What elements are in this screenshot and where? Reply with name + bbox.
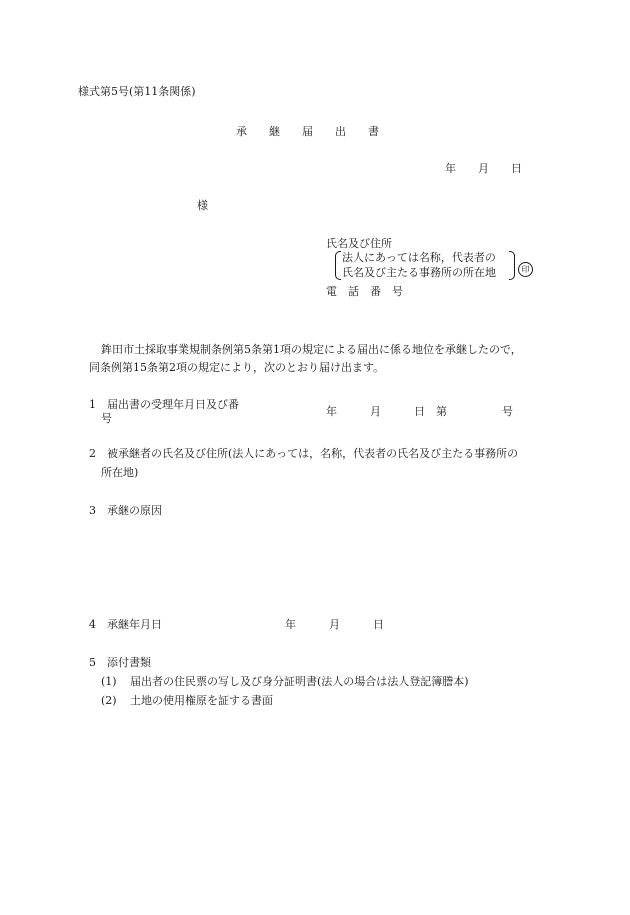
item-1-number: 1: [89, 398, 96, 411]
item-2-line-2: 所在地): [101, 466, 139, 479]
left-bracket: [335, 251, 341, 280]
addressee-suffix: 様: [197, 199, 208, 212]
form-number: 様式第5号(第11条関係): [78, 85, 196, 98]
item-5-sub-2-number: (2): [101, 694, 117, 707]
body-line-2: 同条例第15条第2項の規定により，次のとおり届け出ます。: [89, 361, 385, 374]
item-2-number: 2: [89, 447, 96, 460]
item-1-label-line-2: 号: [101, 412, 112, 425]
item-5-number: 5: [89, 656, 96, 669]
item-5-sub-1: 届出者の住民票の写し及び身分証明書(法人の場合は法人登記簿謄本): [130, 675, 469, 688]
date-line: 年 月 日: [445, 162, 522, 175]
applicant-name-address-label: 氏名及び住所: [326, 237, 392, 250]
phone-label: 電 話 番 号: [326, 285, 403, 298]
item-3-label: 承継の原因: [107, 504, 162, 517]
item-5-label: 添付書類: [107, 656, 151, 669]
item-2-line-1: 被承継者の氏名及び住所(法人にあっては，名称，代表者の氏名及び主たる事務所の: [107, 447, 519, 460]
corp-note-line-2: 氏名及び主たる事務所の所在地: [342, 266, 496, 279]
item-4-value: 年 月 日: [285, 618, 384, 631]
item-5-sub-2: 土地の使用権原を証する書面: [130, 694, 273, 707]
item-5-sub-1-number: (1): [101, 675, 117, 688]
item-3-number: 3: [89, 504, 96, 517]
item-1-label-line-1: 届出書の受理年月日及び番: [107, 398, 239, 411]
item-1-value: 年 月 日 第 号: [326, 405, 513, 418]
document-title: 承 継 届 出 書: [236, 125, 379, 138]
seal-mark: 印: [518, 262, 533, 277]
right-bracket: [509, 251, 515, 280]
body-line-1: 鉾田市土採取事業規制条例第5条第1項の規定による届出に係る地位を承継したので，: [101, 343, 522, 356]
corp-note-line-1: 法人にあっては名称，代表者の: [342, 251, 496, 264]
item-4-number: 4: [89, 618, 96, 631]
item-4-label: 承継年月日: [107, 618, 162, 631]
